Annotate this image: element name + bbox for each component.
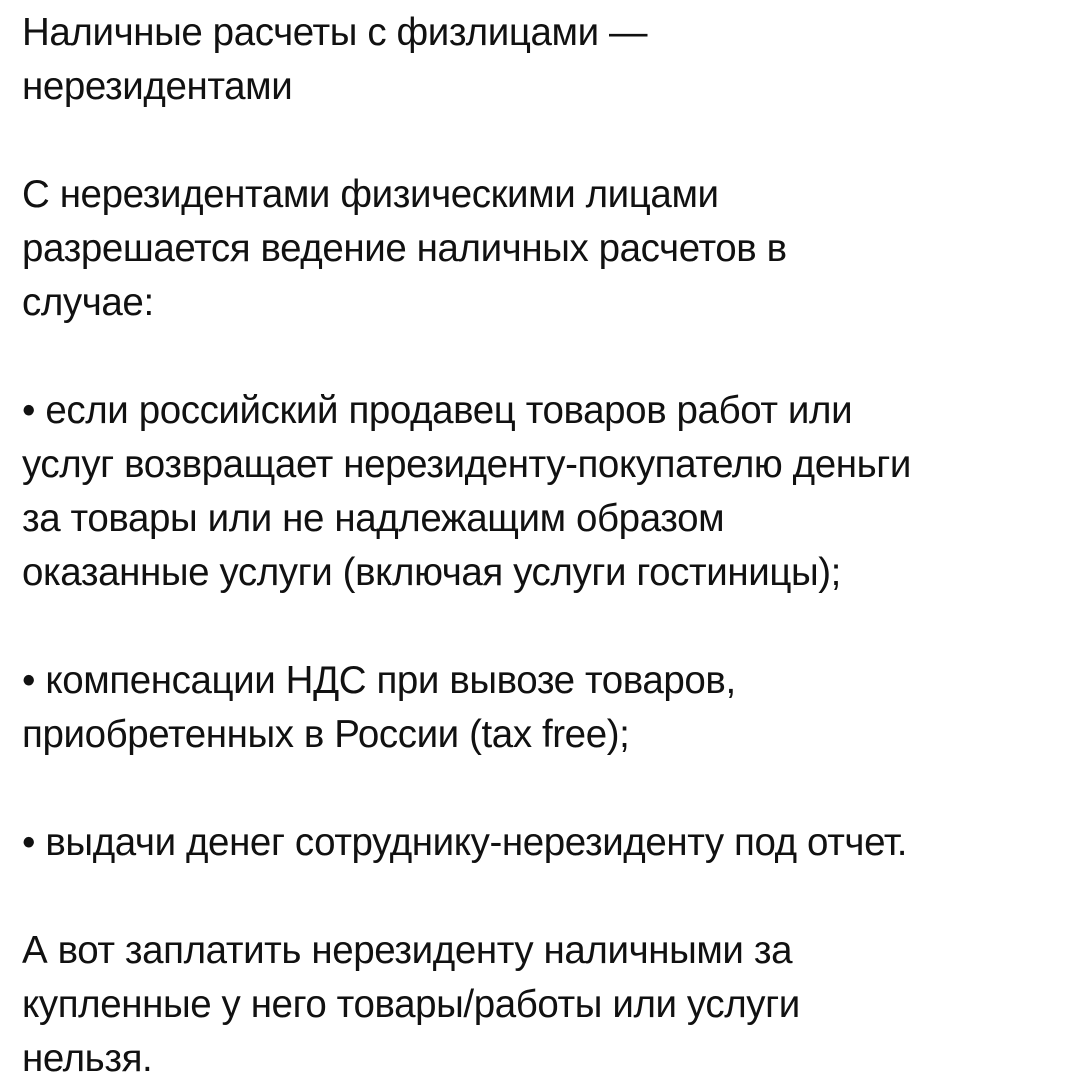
bullet-item-advance: • выдачи денег сотруднику-нерезиденту под отчет.: [22, 821, 908, 864]
spacer: [22, 114, 1067, 168]
spacer: [22, 600, 1067, 654]
spacer: [22, 870, 1067, 924]
spacer: [22, 762, 1067, 816]
intro-paragraph: С нерезидентами физическими лицами разрешается ведение наличных расчетов в случае:: [22, 173, 787, 324]
document-title: Наличные расчеты с физлицами — нерезидентами: [22, 11, 648, 108]
document-body: [22, 6, 1067, 1086]
bullet-item-refund: • если российский продавец товаров работ или услуг возвращает нерезиденту-покупателю деньги за товары или не надлежащим образом оказанные услуги (включая услуги гостиницы);: [22, 389, 912, 594]
conclusion-paragraph: А вот заплатить нерезиденту наличными за купленные у него товары/работы или услуги нельзя.: [22, 929, 800, 1080]
bullet-item-vat-compensation: • компенсации НДС при вывозе товаров, приобретенных в России (tax free);: [22, 659, 736, 756]
spacer: [22, 330, 1067, 384]
